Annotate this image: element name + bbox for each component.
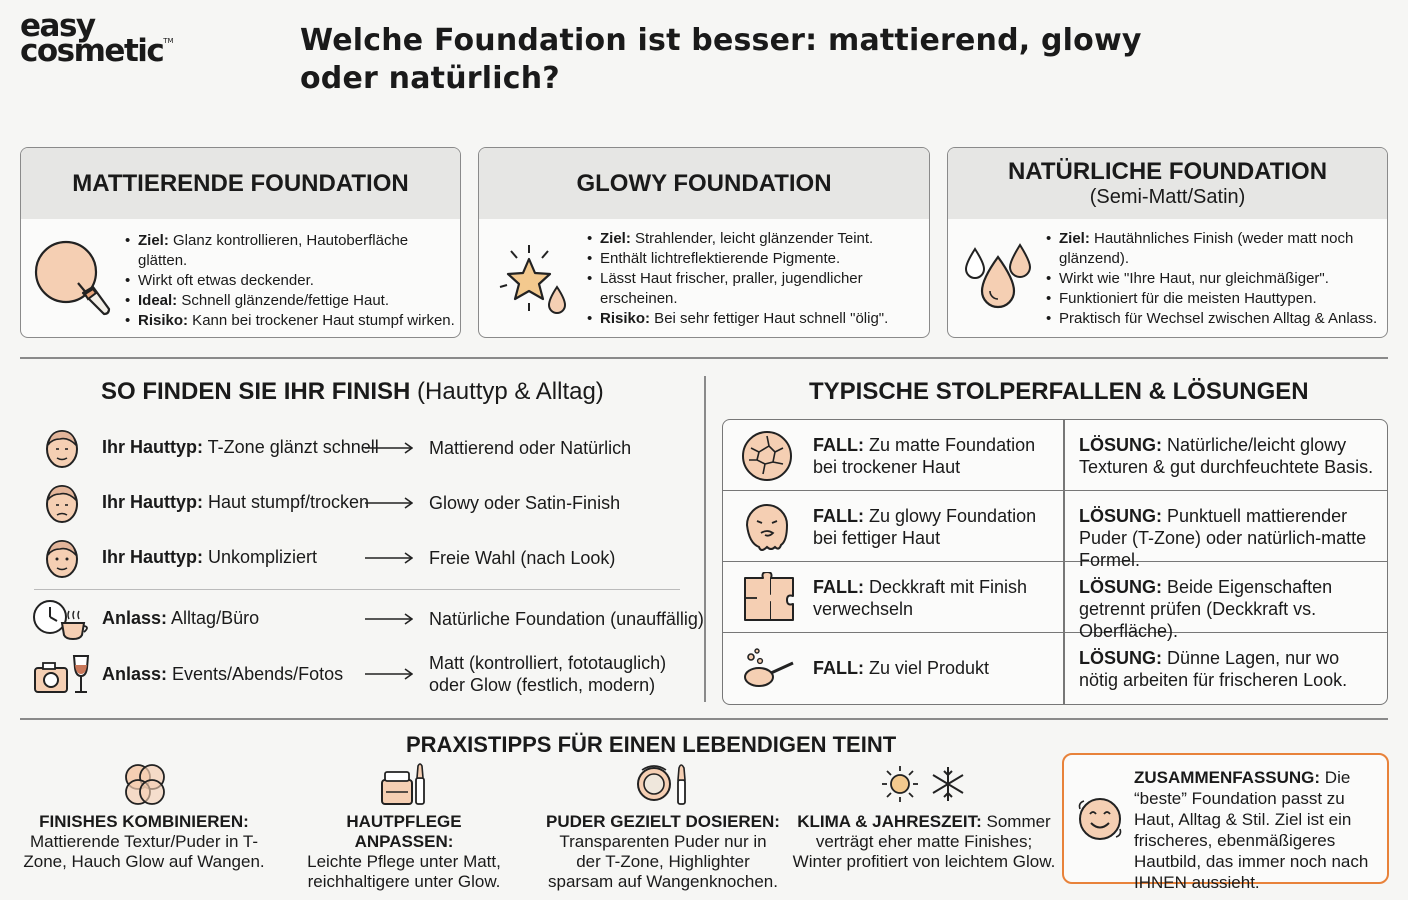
card-header bbox=[21, 148, 460, 219]
tips-section-title: PRAXISTIPPS FÜR EINEN LEBENDIGEN TEINT bbox=[406, 732, 897, 757]
bullet: • Wirkt oft etwas deckender. bbox=[125, 271, 457, 291]
tip-climate: KLIMA & JAHRESZEIT: Sommer verträgt eher matte Finishes; Winter profitiert von leichtem Glow. bbox=[792, 812, 1056, 871]
logo-tm: TM bbox=[163, 37, 174, 46]
card-glowy bbox=[478, 147, 930, 338]
finish-row-label: Anlass: Alltag/Büro bbox=[102, 608, 260, 628]
pitfall-case: FALL: Zu matte Foundation bei trockener Haut bbox=[813, 435, 1036, 477]
card-bullets bbox=[125, 231, 457, 331]
card-mattierend bbox=[20, 147, 461, 338]
face-dry-icon bbox=[42, 480, 82, 526]
pitfall-solution: LÖSUNG: Beide Eigenschaften getrennt prüfen (Deckkraft vs. Oberfläche). bbox=[1079, 577, 1333, 641]
finish-row-label: Ihr Hauttyp: T-Zone glänzt schnell bbox=[102, 437, 379, 457]
finish-row-result: Glowy oder Satin-Finish bbox=[429, 493, 621, 513]
finish-row-label: Anlass: Events/Abends/Fotos bbox=[102, 664, 344, 684]
skincare-products-icon bbox=[378, 762, 430, 808]
divider bbox=[20, 357, 1388, 359]
card-natuerlich bbox=[947, 147, 1388, 338]
melting-face-icon bbox=[741, 501, 793, 553]
logo-line1: easy bbox=[20, 8, 95, 44]
powder-brush-icon bbox=[33, 239, 113, 319]
finish-row-result: Natürliche Foundation (unauffällig) bbox=[429, 609, 704, 629]
table-row bbox=[723, 633, 1387, 704]
finish-section-title: SO FINDEN SIE IHR FINISH (Hauttyp & Alltag) bbox=[101, 378, 604, 405]
bullet: • Lässt Haut frischer, praller, jugendlicher erscheinen. bbox=[587, 269, 917, 309]
bullet: • Funktioniert für die meisten Hauttypen. bbox=[1046, 289, 1382, 309]
overlapping-circles-icon bbox=[121, 762, 169, 808]
sparkle-star-icon bbox=[495, 239, 575, 319]
table-row bbox=[723, 420, 1387, 491]
pitfall-solution: LÖSUNG: Dünne Lagen, nur wo nötig arbeiten für frischeren Look. bbox=[1079, 648, 1348, 690]
finish-row-result: Freie Wahl (nach Look) bbox=[429, 548, 616, 568]
table-row bbox=[723, 491, 1387, 570]
tip-combine: FINISHES KOMBINIEREN: Mattierende Textur/Puder in T-Zone, Hauch Glow auf Wangen. bbox=[23, 812, 265, 871]
finish-row-label: Ihr Hauttyp: Unkompliziert bbox=[102, 547, 318, 567]
vertical-divider bbox=[704, 376, 706, 702]
powder-compact-icon bbox=[634, 762, 692, 808]
pitfalls-table bbox=[722, 419, 1388, 705]
bullet: • Ziel: Hautähnliches Finish (weder matt noch glänzend). bbox=[1046, 229, 1382, 269]
cracked-skin-icon bbox=[741, 430, 793, 482]
card-header bbox=[948, 148, 1387, 219]
face-shiny-icon bbox=[42, 425, 82, 471]
pitfall-case: FALL: Zu viel Produkt bbox=[813, 658, 990, 678]
spoon-icon bbox=[741, 643, 797, 695]
bullet: • Enthält lichtreflektierende Pigmente. bbox=[587, 249, 917, 269]
pitfall-solution: LÖSUNG: Punktuell mattierender Puder (T-Zone) oder natürlich-matte Formel. bbox=[1079, 506, 1367, 570]
pitfall-solution: LÖSUNG: Natürliche/leicht glowy Texturen & gut durchfeuchtete Basis. bbox=[1079, 435, 1374, 477]
bullet: • Wirkt wie "Ihre Haut, nur gleichmäßiger". bbox=[1046, 269, 1382, 289]
finish-row-label: Ihr Hauttyp: Haut stumpf/trocken bbox=[102, 492, 370, 512]
camera-wine-icon bbox=[32, 652, 92, 696]
bullet: • Ziel: Glanz kontrollieren, Hautoberfläche glätten. bbox=[125, 231, 457, 271]
finish-row-result: Mattierend oder Natürlich bbox=[429, 438, 632, 458]
logo-line2: cosmetic bbox=[20, 33, 164, 70]
pitfall-case: FALL: Zu glowy Foundation bei fettiger Haut bbox=[813, 506, 1037, 548]
pitfall-case: FALL: Deckkraft mit Finish verwechseln bbox=[813, 577, 1028, 619]
card-title: NATÜRLICHE FOUNDATION bbox=[1007, 158, 1328, 185]
brand-logo bbox=[20, 8, 174, 70]
card-title: GLOWY FOUNDATION bbox=[576, 169, 832, 197]
smiling-face-icon bbox=[1076, 795, 1124, 843]
droplets-icon bbox=[960, 239, 1050, 319]
arrow-right-icon bbox=[365, 552, 413, 564]
bullet: • Risiko: Bei sehr fettiger Haut schnell "ölig". bbox=[587, 309, 917, 329]
divider bbox=[34, 589, 680, 590]
pitfalls-section-title: TYPISCHE STOLPERFALLEN & LÖSUNGEN bbox=[809, 378, 1309, 405]
puzzle-icon bbox=[741, 572, 797, 624]
card-bullets bbox=[587, 229, 917, 329]
sun-snowflake-icon bbox=[880, 764, 970, 806]
table-row bbox=[723, 562, 1387, 641]
card-header bbox=[479, 148, 929, 219]
page-title: Welche Foundation ist besser: mattierend, glowy oder natürlich? bbox=[300, 23, 1142, 96]
face-neutral-icon bbox=[42, 535, 82, 581]
arrow-right-icon bbox=[365, 497, 413, 509]
arrow-right-icon bbox=[365, 442, 413, 454]
clock-coffee-icon bbox=[32, 597, 92, 641]
summary-box bbox=[1062, 753, 1389, 892]
arrow-right-icon bbox=[365, 613, 413, 625]
divider bbox=[20, 718, 1388, 720]
bullet: • Risiko: Kann bei trockener Haut stumpf wirken. bbox=[125, 311, 457, 331]
bullet: • Ideal: Schnell glänzende/fettige Haut. bbox=[125, 291, 457, 311]
tip-skincare: HAUTPFLEGE ANPASSEN: Leichte Pflege unter Matt, reichhaltigere unter Glow. bbox=[307, 812, 501, 891]
finish-row-result: Matt (kontrolliert, fototauglich) oder Glow (festlich, modern) bbox=[429, 653, 667, 695]
bullet: • Ziel: Strahlender, leicht glänzender Teint. bbox=[587, 229, 917, 249]
card-title: MATTIERENDE FOUNDATION bbox=[72, 169, 409, 197]
arrow-right-icon bbox=[365, 668, 413, 680]
card-subtitle: (Semi-Matt/Satin) bbox=[1089, 186, 1246, 208]
card-bullets bbox=[1046, 229, 1382, 329]
tip-powder: PUDER GEZIELT DOSIEREN: Transparenten Puder nur in der T-Zone, Highlighter sparsam auf Wangenknochen. bbox=[546, 812, 780, 891]
summary-text: ZUSAMMENFASSUNG: Die “beste” Foundation passt zu Haut, Alltag & Stil. Ziel ist ein frischeres, ebenmäßigeres Hautbild, das immer noch nach IHNEN aussieht. bbox=[1134, 768, 1369, 892]
bullet: • Praktisch für Wechsel zwischen Alltag & Anlass. bbox=[1046, 309, 1382, 329]
